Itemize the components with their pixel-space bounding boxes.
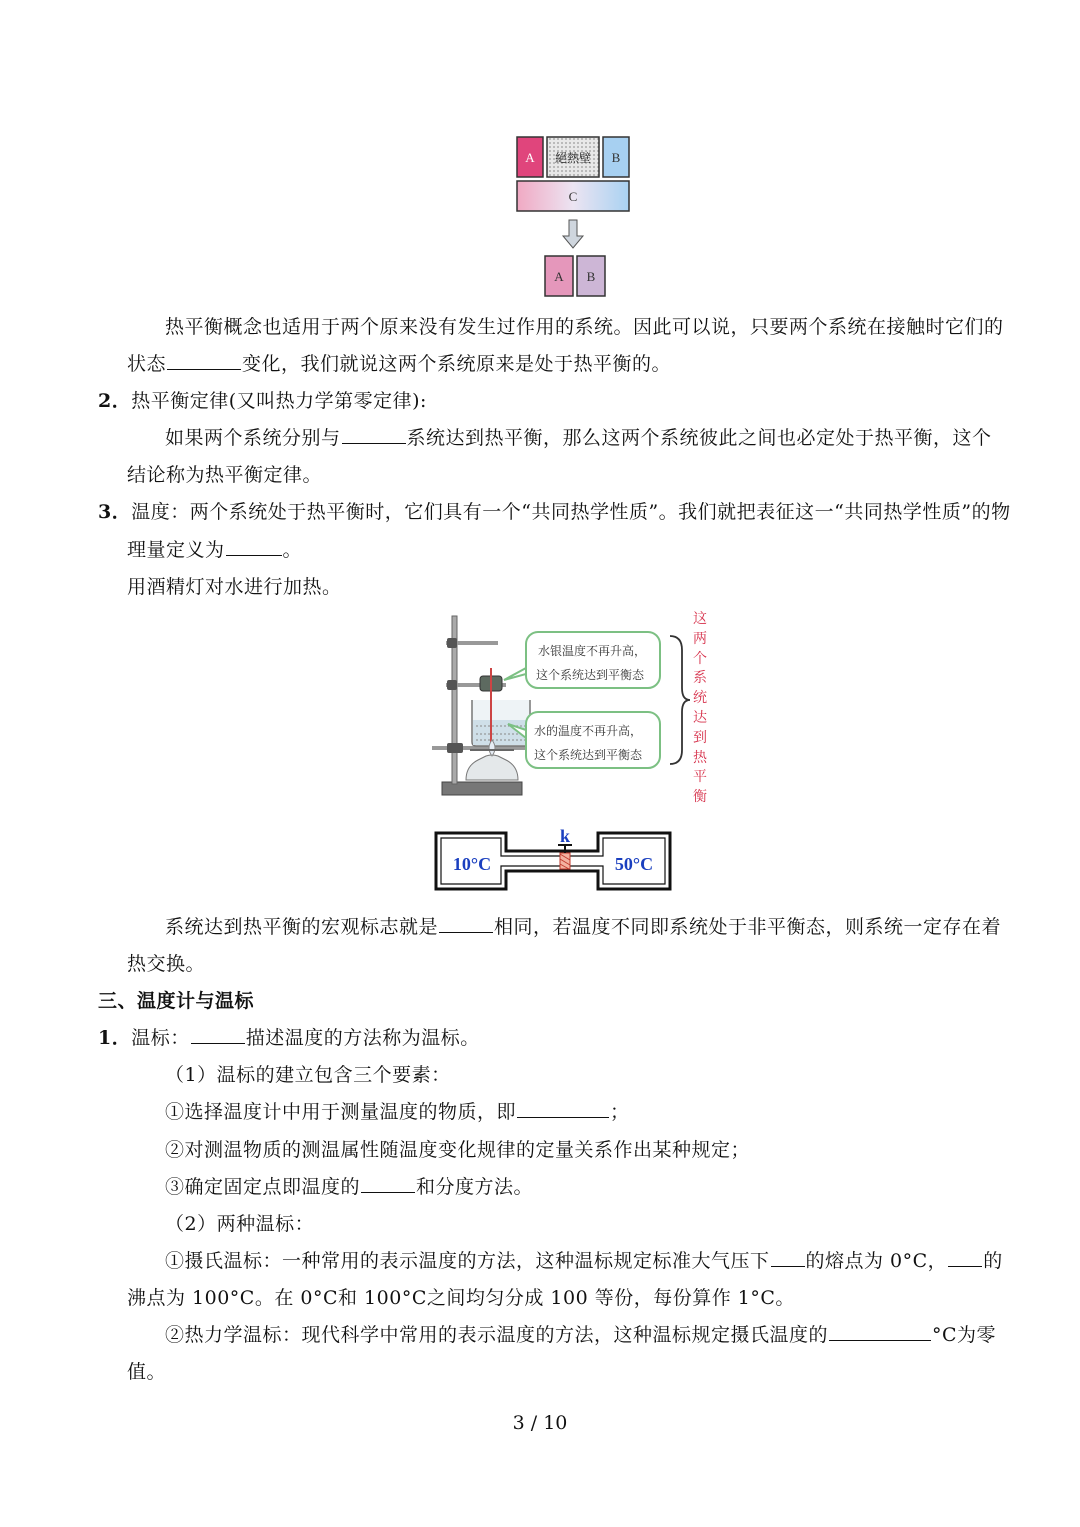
fill-blank [517,1099,609,1118]
label-wall: 絕熱壁 [554,151,592,165]
para1-line2: 状态 变化，我们就说这两个系统原来是处于热平衡的。 [127,353,672,375]
right-temperature: 50°C [614,854,654,874]
bubble-1-line2: 这个系统达到平衡态 [536,668,645,682]
down-arrow-icon [563,220,583,248]
item2-line1: 如果两个系统分别与 系统达到热平衡，那么这两个系统彼此之间也必定处于热平衡，这个 [165,427,992,449]
s3-sub2-b-line2: 值。 [127,1361,167,1383]
thermal-contact-diagram [505,130,645,305]
para1-line1: 热平衡概念也适用于两个原来没有发生过作用的系统。因此可以说，只要两个系统在接触时它们的 [165,316,1004,338]
item3-line1: 3．温度：两个系统处于热平衡时，它们具有一个“共同热学性质”。我们就把表征这一“共同热学性质”的物 [98,501,1011,523]
s3-sub2-a: ①摄氏温标：一种常用的表示温度的方法，这种温标规定标准大气压下 的熔点为 0°C， 的 [165,1250,1003,1272]
s3-sub2-b: ②热力学温标：现代科学中常用的表示温度的方法，这种温标规定摄氏温度的 °C为零 [165,1324,997,1346]
bubble-2-line1: 水的温度不再升高， [534,724,643,738]
heating-apparatus-diagram [430,608,730,808]
item3-line2: 理量定义为 。 [127,539,303,561]
page-number: 3 / 10 [512,1412,568,1434]
fill-blank [361,1174,415,1193]
fill-blank [226,537,282,556]
fill-blank [191,1025,245,1044]
valve-label: k [559,826,571,846]
label-a: A [525,150,535,165]
para2-line2: 热交换。 [127,953,206,975]
fill-blank [439,914,493,933]
label-c: C [568,189,578,204]
label-b-after: B [586,269,596,284]
item2-line2: 结论称为热平衡定律。 [127,464,323,486]
curly-brace [670,636,690,764]
fill-blank [948,1248,982,1267]
s3-sub1-b: ②对测温物质的测温属性随温度变化规律的定量关系作出某种规定； [165,1139,751,1161]
fill-blank [771,1248,805,1267]
left-temperature: 10°C [452,854,492,874]
fill-blank [167,351,241,370]
bubble-1-line1: 水银温度不再升高， [538,644,647,658]
lamp-line: 用酒精灯对水进行加热。 [127,576,342,598]
s3-sub1-a: ①选择温度计中用于测量温度的物质，即 ； [165,1101,630,1123]
s3-sub2-a-line2: 沸点为 100°C。在 0°C和 100°C之间均匀分成 100 等份，每份算作 1°C。 [127,1287,795,1309]
item2-title: 2．热平衡定律(又叫热力学第零定律): [98,390,427,412]
para2-line1: 系统达到热平衡的宏观标志就是 相同，若温度不同即系统处于非平衡态，则系统一定存在着 [165,916,1002,938]
fill-blank [829,1322,931,1341]
fill-blank [342,425,406,444]
label-a-after: A [554,269,564,284]
vertical-caption: 这两个系统达到热平衡 [693,611,707,806]
s3-sub1-title: （1）温标的建立包含三个要素： [165,1064,451,1086]
alcohol-lamp [466,755,518,780]
s3-sub2-title: （2）两种温标： [165,1213,315,1235]
section-heading: 三、温度计与温标 [98,990,255,1012]
s3-item1: 1．温标： 描述温度的方法称为温标。 [98,1027,480,1049]
s3-sub1-c: ③确定固定点即温度的 和分度方法。 [165,1176,534,1198]
bubble-2-line2: 这个系统达到平衡态 [534,748,643,762]
two-chamber-diagram [432,825,676,895]
label-b: B [611,150,621,165]
